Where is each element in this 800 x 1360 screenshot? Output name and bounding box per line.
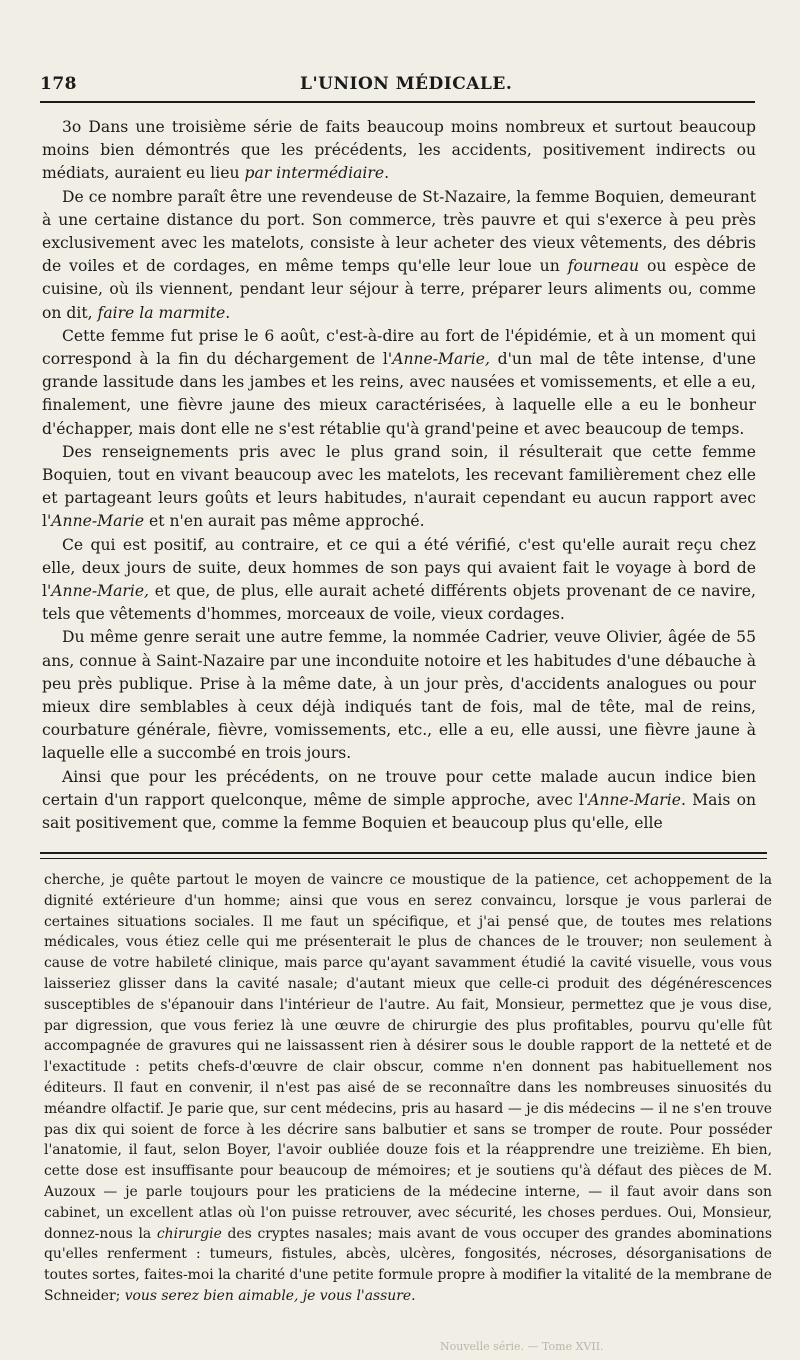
paragraph: Des renseignements pris avec le plus grand soin, il résulterait que cette femme Boquien, tout en vivant beaucoup avec les matelots, les recevant familièrement chez elle et partageant leurs goûts et leurs habitudes, n'aurait cependant eu aucun rapport avec l'Anne-Marie et n'en aurait pas même approché. xyxy=(42,442,756,531)
paragraph: Ce qui est positif, au contraire, et ce qui a été vérifié, c'est qu'elle aurait reçu chez elle, deux jours de suite, deux hommes de son pays qui avaient fait le voyage à bord de l'Anne-Marie, et que, de plus, elle aurait acheté différents objets provenant de ce navire, tels que vêtements d'hommes, morceaux de voile, vieux cordages. xyxy=(42,535,756,624)
main-text xyxy=(42,116,756,835)
paragraph: Du même genre serait une autre femme, la nommée Cadrier, veuve Olivier, âgée de 55 ans, connue à Saint-Nazaire par une inconduite notoire et les habitudes d'une débauche à peu près publique. Prise à la même date, à un jour près, d'accidents analogues ou pour mieux dire semblables à ceux déjà indiqués tant de fois, mal de tête, mal de reins, courbature générale, fièvre, vomissements, etc., elle a eu, elle aussi, une fièvre jaune à laquelle elle a succombé en trois jours. xyxy=(42,628,756,763)
paragraph: Cette femme fut prise le 6 août, c'est-à-dire au fort de l'épidémie, et à un moment qui correspond à la fin du déchargement de l'Anne-Marie, d'un mal de tête intense, d'une grande lassitude dans les jambes et les reins, avec nausées et vomissements, et elle a eu, finalement, une fièvre jaune des mieux caractérisées, à laquelle elle a eu le bonheur d'échapper, mais dont elle ne s'est rétablie qu'à grand'peine et avec beaucoup de temps. xyxy=(42,326,756,438)
bleed-through-text: Nouvelle série. — Tome XVII. xyxy=(440,1340,604,1353)
feuilleton-text xyxy=(44,870,772,1307)
page-number: 178 xyxy=(40,74,77,94)
paragraph: 3o Dans une troisième série de faits beaucoup moins nombreux et surtout beaucoup moins bien démontrés que les précédents, les accidents, positivement indirects ou médiats, auraient eu lieu par intermédiaire. xyxy=(42,118,756,183)
page-header xyxy=(40,70,755,102)
paragraph: De ce nombre paraît être une revendeuse de St-Nazaire, la femme Boquien, demeurant à une certaine distance du port. Son commerce, très pauvre et qui s'exerce à peu près exclusivement avec les matelots, consiste à leur acheter des vieux vêtements, des débris de voiles et de cordages, en même temps qu'elle leur loue un fourneau ou espèce de cuisine, où ils viennent, pendant leur séjour à terre, préparer leurs aliments ou, comme on dit, faire la marmite. xyxy=(42,187,756,322)
paragraph: cherche, je quête partout le moyen de vaincre ce moustique de la patience, cet achoppement de la dignité extérieure d'un homme; ainsi que vous en serez convaincu, lorsque je vous parlerai de certaines situations sociales. Il me faut un spécifique, et j'ai pensé que, de toutes mes relations médicales, vous étiez celle qui me présenterait le plus de chances de le trouver; non seulement à cause de votre habileté clinique, mais parce qu'ayant savamment étudié la cavité visuelle, vous vous laisseriez glisser dans la cavité nasale; d'autant mieux que celle-ci produit des dégénérescences susceptibles de s'épanouir dans l'intérieur de l'autre. Au fait, Monsieur, permettez que je vous dise, par digression, que vous feriez là une œuvre de chirurgie des plus profitables, pourvu qu'elle fût accompagnée de gravures qui ne laissassent rien à désirer sous le double rapport de la netteté et de l'exactitude : petits chefs-d'œuvre de clair obscur, comme n'en donnent pas habituellement nos éditeurs. Il faut en convenir, il n'est pas aisé de se reconnaître dans les nombreuses sinuosités du méandre olfactif. Je parie que, sur cent médecins, pris au hasard — je dis médecins — il ne s'en trouve pas dix qui soient de force à les décrire sans balbutier et sans se tromper de route. Pour posséder l'anatomie, il faut, selon Boyer, l'avoir oubliée douze fois et la réapprendre une treizième. Eh bien, cette dose est insuffisante pour beaucoup de mémoires; et je soutiens qu'à défaut des pièces de M. Auzoux — je parle toujours pour les praticiens de la médecine interne, — il faut avoir dans son cabinet, un excellent atlas où l'on puisse retrouver, avec sécurité, les choses perdues. Oui, Monsieur, donnez-nous la chirurgie des cryptes nasales; mais avant de vous occuper des grandes abominations qu'elles renferment : tumeurs, fistules, abcès, ulcères, fongosités, nécroses, désorganisations de toutes sortes, faites-moi la charité d'une petite formule propre à modifier la vitalité de la membrane de Schneider; vous serez bien aimable, je vous l'assure. xyxy=(44,872,772,1304)
feuilleton-separator xyxy=(40,852,767,859)
header-rule xyxy=(40,101,755,103)
paragraph: Ainsi que pour les précédents, on ne trouve pour cette malade aucun indice bien certain d'un rapport quelconque, même de simple approche, avec l'Anne-Marie. Mais on sait positivement que, comme la femme Boquien et beaucoup plus qu'elle, elle xyxy=(42,767,756,833)
running-title: L'UNION MÉDICALE. xyxy=(300,74,513,94)
